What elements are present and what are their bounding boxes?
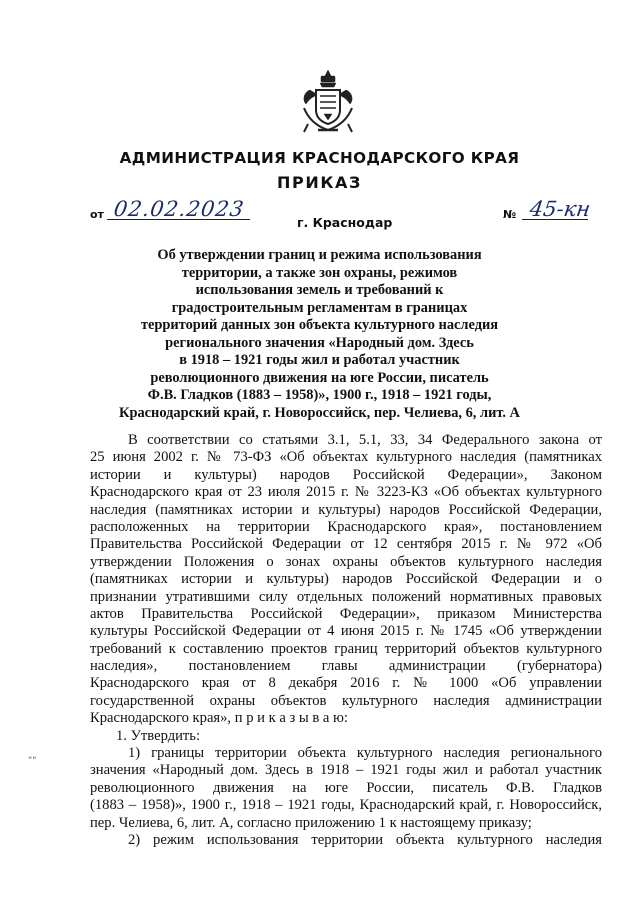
body-line: требований к составлению проектов границ территорий объектов культурного	[90, 640, 602, 657]
title-line: использования земель и требований к	[195, 282, 444, 298]
body-line: 1) границы территории объекта культурного наследия регионального	[128, 745, 602, 762]
numbered-item: 1. Утвердить:	[116, 727, 201, 744]
body-line: 2) режим использования территории объекта культурного наследия	[128, 831, 602, 848]
body-line: революционного движения на юге России, писатель Ф.В. Гладков	[90, 779, 602, 796]
body-line: наследия», постановлением главы администрации (губернатора)	[90, 658, 602, 675]
document-title	[100, 247, 539, 422]
body-line: актов Правительства Российской Федерации», приказом Министерства	[90, 605, 602, 622]
body-line: расположенных на территории Краснодарского края», постановлением	[90, 518, 602, 535]
title-line: революционного движения на юге России, писатель	[150, 369, 489, 386]
title-line: регионального значения «Народный дом. Здесь	[165, 334, 474, 351]
title-line: Ф.В. Гладков (1883 – 1958)», 1900 г., 1918 – 1921 годы,	[147, 387, 492, 403]
body-line: истории и культуры) народов Российской Федерации», Законом	[90, 466, 602, 483]
title-line: территории, а также зон охраны, режимов	[181, 264, 458, 281]
body-line: Краснодарского края от 8 декабря 2016 г. № 1000 «Об управлении	[90, 675, 602, 692]
title-line: Краснодарский край, г. Новороссийск, пер. Челиева, 6, лит. А	[119, 404, 520, 421]
handwritten-date: 02.02.2023	[112, 197, 246, 221]
handwritten-number: 45-кн	[528, 197, 592, 221]
document-type: ПРИКАЗ	[277, 173, 362, 192]
body-line: Правительства Российской Федерации от 12 сентября 2015 г. № 972 «Об	[90, 536, 602, 553]
body-line: (1883 – 1958)», 1900 г., 1918 – 1921 годы, Краснодарский край, г. Новороссийск,	[90, 797, 602, 814]
body-line: признании утратившими силу отдельных положений нормативных правовых	[90, 588, 602, 605]
body-line: государственной охраны объектов культурного наследия администрации	[90, 692, 602, 709]
organization-name: АДМИНИСТРАЦИЯ КРАСНОДАРСКОГО КРАЯ	[119, 149, 520, 167]
body-line: Краснодарского края от 23 июля 2015 г. № 3223-КЗ «Об объектах культурного	[90, 484, 602, 501]
date-prefix: от	[90, 208, 104, 221]
body-line: значения «Народный дом. Здесь в 1918 – 1921 годы жил и работал участник	[90, 762, 602, 779]
body-line: утверждении Положения о зонах охраны объектов культурного наследия	[90, 553, 602, 570]
body-line: 25 июня 2002 г. № 73-ФЗ «Об объектах культурного наследия (памятниках	[90, 449, 602, 466]
document-body	[90, 432, 602, 849]
body-line: (памятниках истории и культуры) народов Российской Федерации и о	[90, 571, 602, 588]
title-line: в 1918 – 1921 годы жил и работал участник	[179, 352, 460, 368]
body-line: наследия (памятниках истории и культуры) народов Российской Федерации,	[90, 501, 602, 518]
date-number-row	[0, 199, 639, 229]
title-line: Об утверждении границ и режима использования	[157, 247, 482, 263]
number-prefix: №	[503, 208, 517, 221]
body-line: Краснодарского края», п р и к а з ы в а ю:	[90, 710, 348, 727]
body-line: пер. Челиева, 6, лит. А, согласно приложению 1 к настоящему приказу;	[90, 814, 532, 831]
body-line: В соответствии со статьями 3.1, 5.1, 33, 34 Федерального закона от	[128, 432, 602, 448]
body-line: культуры Российской Федерации от 4 июня 2015 г. № 1745 «Об утверждении	[90, 623, 602, 640]
title-line: территорий данных зон объекта культурного наследия	[140, 317, 499, 333]
margin-mark: ""	[28, 756, 37, 766]
city-label: г. Краснодар	[297, 215, 393, 230]
title-line: градостроительным регламентам в границах	[171, 299, 468, 316]
coat-of-arms-icon	[300, 68, 356, 136]
